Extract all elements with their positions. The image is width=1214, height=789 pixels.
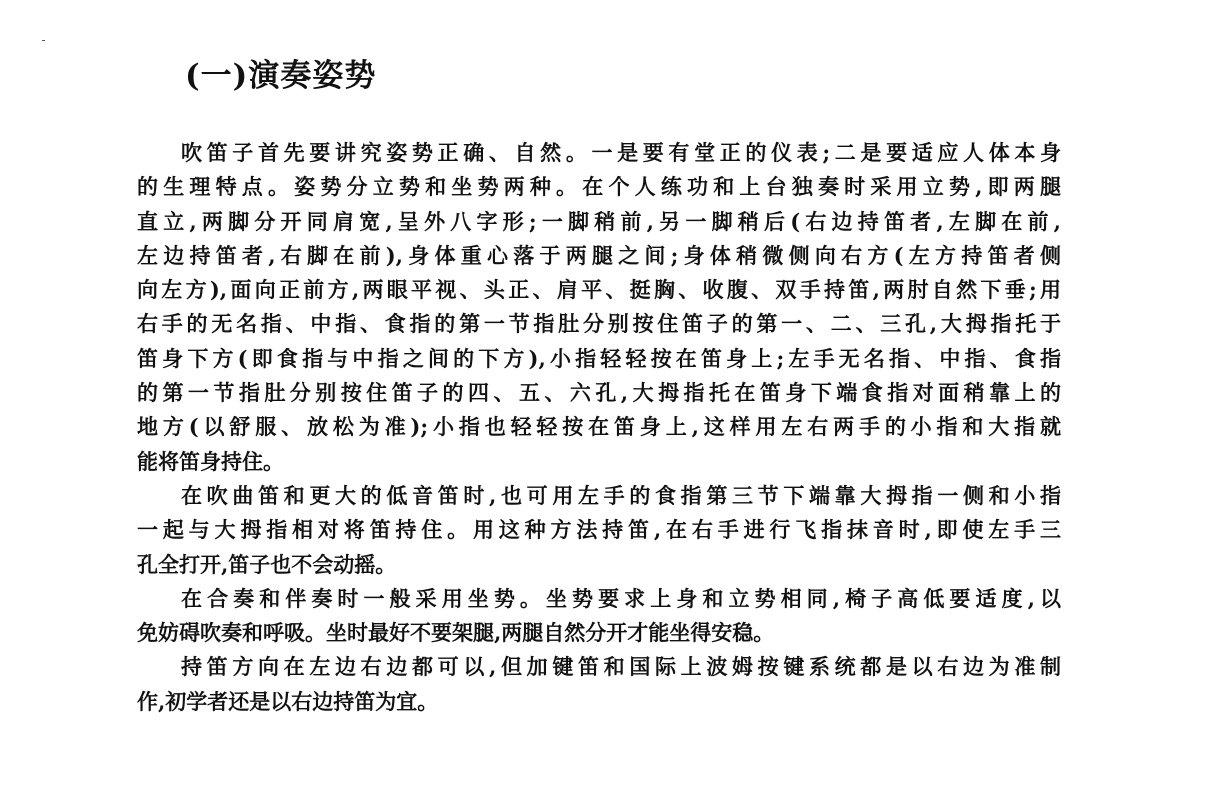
text-line: 在合奏和伴奏时一般采用坐势。坐势要求上身和立势相同,椅子高低要适度,以: [181, 585, 1061, 611]
body-text: [137, 136, 1061, 719]
text-line: 持笛方向在左边右边都可以,但加键笛和国际上波姆按键系统都是以右边为准制: [181, 654, 1061, 680]
text-line: 地方(以舒服、放松为准);小指也轻轻按在笛身上,这样用左右两手的小指和大指就: [137, 414, 1061, 440]
text-line: 左边持笛者,右脚在前),身体重心落于两腿之间;身体稍微侧向右方(左方持笛者侧: [137, 242, 1061, 268]
paragraph-holding-direction: [137, 650, 1061, 719]
text-line: 作,初学者还是以右边持笛为宜。: [137, 688, 439, 714]
text-line: 向左方),面向正前方,两眼平视、头正、肩平、挺胸、收腹、双手持笛,两肘自然下垂;用: [137, 277, 1061, 303]
paragraph-posture-requirements: [137, 136, 1061, 479]
text-line: 的生理特点。姿势分立势和坐势两种。在个人练功和上台独奏时采用立势,即两腿: [137, 174, 1061, 200]
text-line: 孔全打开,笛子也不会动摇。: [137, 551, 397, 577]
text-line: 右手的无名指、中指、食指的第一节指肚分别按住笛子的第一、二、三孔,大拇指托于: [137, 311, 1061, 337]
paragraph-low-flute-holding: [137, 479, 1061, 582]
text-line: 笛身下方(即食指与中指之间的下方),小指轻轻按在笛身上;左手无名指、中指、食指: [137, 345, 1061, 371]
text-line: 的第一节指肚分别按住笛子的四、五、六孔,大拇指托在笛身下端食指对面稍靠上的: [137, 380, 1061, 406]
scan-mark: [42, 40, 45, 41]
text-line: 能将笛身持住。: [137, 448, 284, 474]
paragraph-sitting-posture: [137, 582, 1061, 651]
text-line: 免妨碍吹奏和呼吸。坐时最好不要架腿,两腿自然分开才能坐得安稳。: [137, 620, 775, 646]
text-line: 直立,两脚分开同肩宽,呈外八字形;一脚稍前,另一脚稍后(右边持笛者,左脚在前,: [137, 208, 1061, 234]
text-line: 在吹曲笛和更大的低音笛时,也可用左手的食指第三节下端靠大拇指一侧和小指: [181, 482, 1061, 508]
section-title: (一)演奏姿势: [185, 58, 377, 94]
text-line: 一起与大拇指相对将笛持住。用这种方法持笛,在右手进行飞指抹音时,即使左手三: [137, 517, 1061, 543]
text-line: 吹笛子首先要讲究姿势正确、自然。一是要有堂正的仪表;二是要适应人体本身: [181, 140, 1061, 165]
